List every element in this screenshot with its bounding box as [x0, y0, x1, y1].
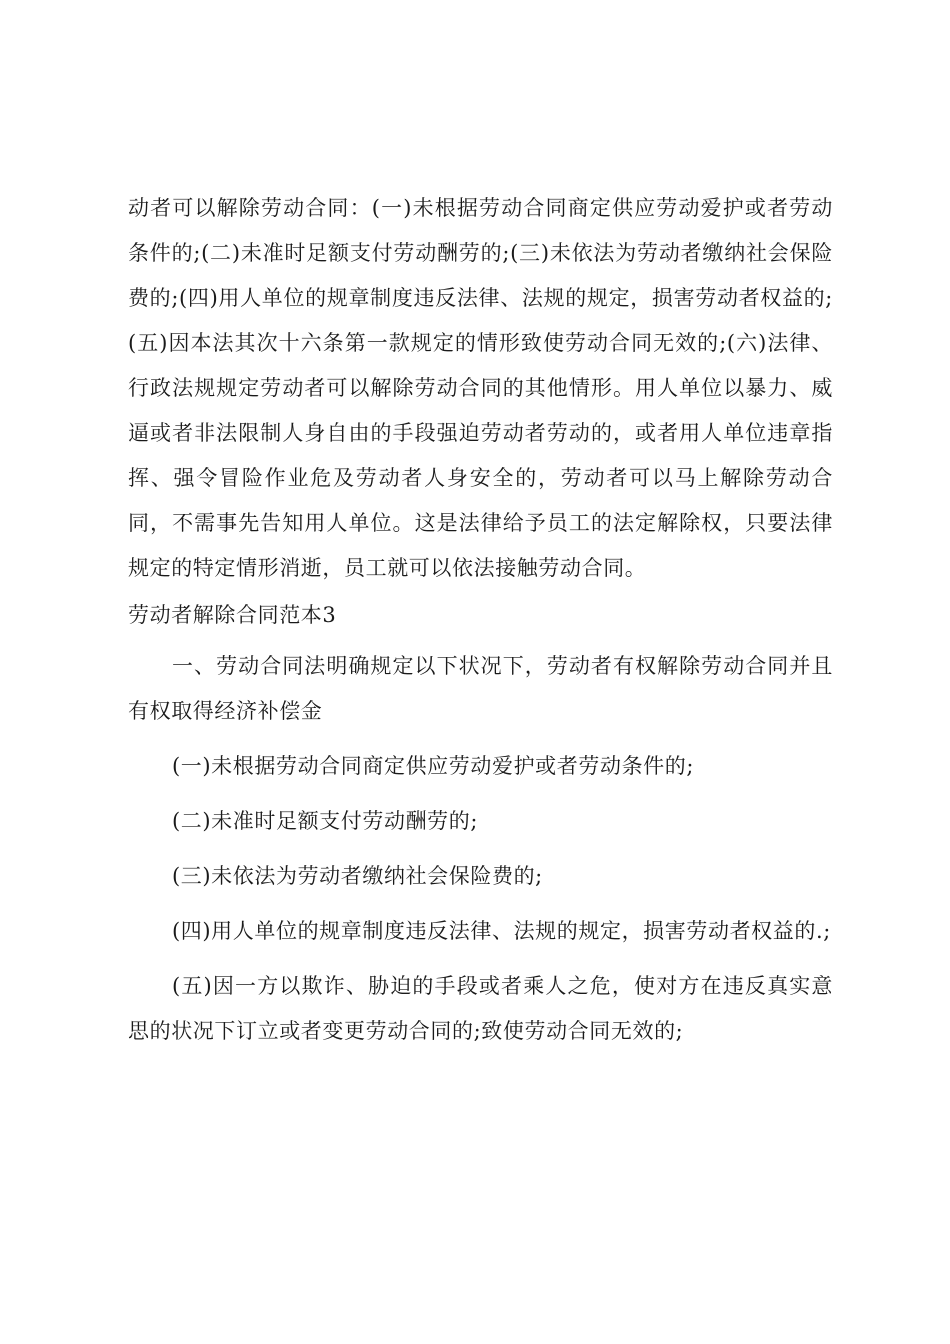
section-intro: 一、劳动合同法明确规定以下状况下，劳动者有权解除劳动合同并且有权取得经济补偿金 — [128, 654, 833, 723]
document-body — [128, 186, 833, 1054]
list-item-2: (二)未准时足额支付劳动酬劳的; — [172, 809, 479, 833]
list-item-3: (三)未依法为劳动者缴纳社会保险费的; — [172, 864, 543, 888]
list-item-4: (四)用人单位的规章制度违反法律、法规的规定，损害劳动者权益的.; — [172, 919, 831, 943]
list-item-5: (五)因一方以欺诈、胁迫的手段或者乘人之危，使对方在违反真实意思的状况下订立或者变更劳动合同的;致使劳动合同无效的; — [128, 974, 833, 1043]
list-item-1: (一)未根据劳动合同商定供应劳动爱护或者劳动条件的; — [172, 754, 695, 778]
section-title: 劳动者解除合同范本3 — [128, 603, 337, 627]
body-paragraph: 动者可以解除劳动合同：(一)未根据劳动合同商定供应劳动爱护或者劳动条件的;(二)未准时足额支付劳动酬劳的;(三)未依法为劳动者缴纳社会保险费的;(四)用人单位的规章制度违反法律、法规的规定，损害劳动者权益的;(五)因本法其次十六条第一款规定的情形致使劳动合同无效的;(六)法律、行政法规规定劳动者可以解除劳动合同的其他情形。用人单位以暴力、威逼或者非法限制人身自由的手段强迫劳动者劳动的，或者用人单位违章指挥、强令冒险作业危及劳动者人身安全的，劳动者可以马上解除劳动合同，不需事先告知用人单位。这是法律给予员工的法定解除权，只要法律规定的特定情形消逝，员工就可以依法接触劳动合同。 — [128, 196, 833, 580]
